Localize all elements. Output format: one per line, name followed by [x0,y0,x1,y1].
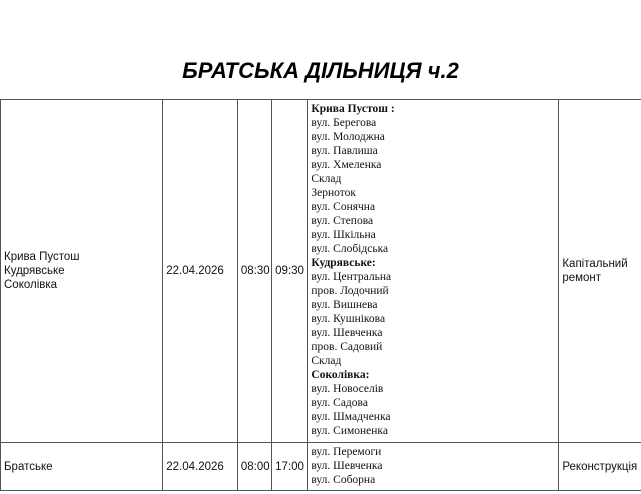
street-item: вул. Новоселів [311,383,384,395]
street-item: пров. Садовий [311,341,383,353]
street-item: вул. Берегова [311,117,377,129]
outage-schedule-table [0,99,641,491]
street-item: вул. Павлиша [311,145,378,157]
settlement-heading: Соколівка: [311,369,370,381]
start-time-cell: 08:00 [237,443,271,491]
street-item: Склад [311,173,342,185]
street-item: вул. Кушнікова [311,313,386,325]
street-item: вул. Хмеленка [311,159,382,171]
street-item: вул. Сонячна [311,201,376,213]
reason-cell [559,100,641,443]
streets-list [311,445,555,487]
reason-text: Реконструкція [562,460,638,473]
streets-list [311,102,555,438]
street-item: вул. Слобідська [311,243,389,255]
reason-cell [559,443,641,491]
street-item: пров. Лодочний [311,285,389,297]
reason-text: Капітальний ремонт [562,258,628,284]
settlement-name: Братське [4,460,53,473]
settlements-cell [1,100,163,443]
street-item: вул. Перемоги [311,446,382,458]
street-item: вул. Шмадченка [311,411,391,423]
table-row [1,100,641,443]
end-time-cell: 09:30 [272,100,308,443]
settlements-cell [1,443,163,491]
start-time-cell: 08:30 [237,100,271,443]
settlement-name: Соколівка [4,279,58,291]
street-item: вул. Шкільна [311,229,376,241]
street-item: вул. Молоджна [311,131,385,143]
table-row [1,443,641,491]
settlement-heading: Крива Пустош : [311,103,395,115]
schedule-body [1,100,641,491]
date-cell: 22.04.2026 [163,100,238,443]
date-cell: 22.04.2026 [163,443,238,491]
street-item: вул. Симоненка [311,425,388,437]
street-item: Склад [311,355,342,367]
settlement-name: Кудрявське [4,265,65,277]
streets-cell [308,100,559,443]
page-title: БРАТСЬКА ДІЛЬНИЦЯ ч.2 [182,58,459,83]
streets-cell [308,443,559,491]
street-item: вул. Центральна [311,271,392,283]
settlement-name: Крива Пустош [4,251,80,263]
end-time-cell: 17:00 [272,443,308,491]
settlement-heading: Кудрявське: [311,257,376,269]
street-item: вул. Вишнева [311,299,378,311]
street-item: вул. Шевченка [311,460,383,472]
street-item: вул. Соборна [311,474,376,486]
street-item: Зерноток [311,187,356,199]
street-item: вул. Садова [311,397,368,409]
street-item: вул. Шевченка [311,327,383,339]
street-item: вул. Степова [311,215,374,227]
